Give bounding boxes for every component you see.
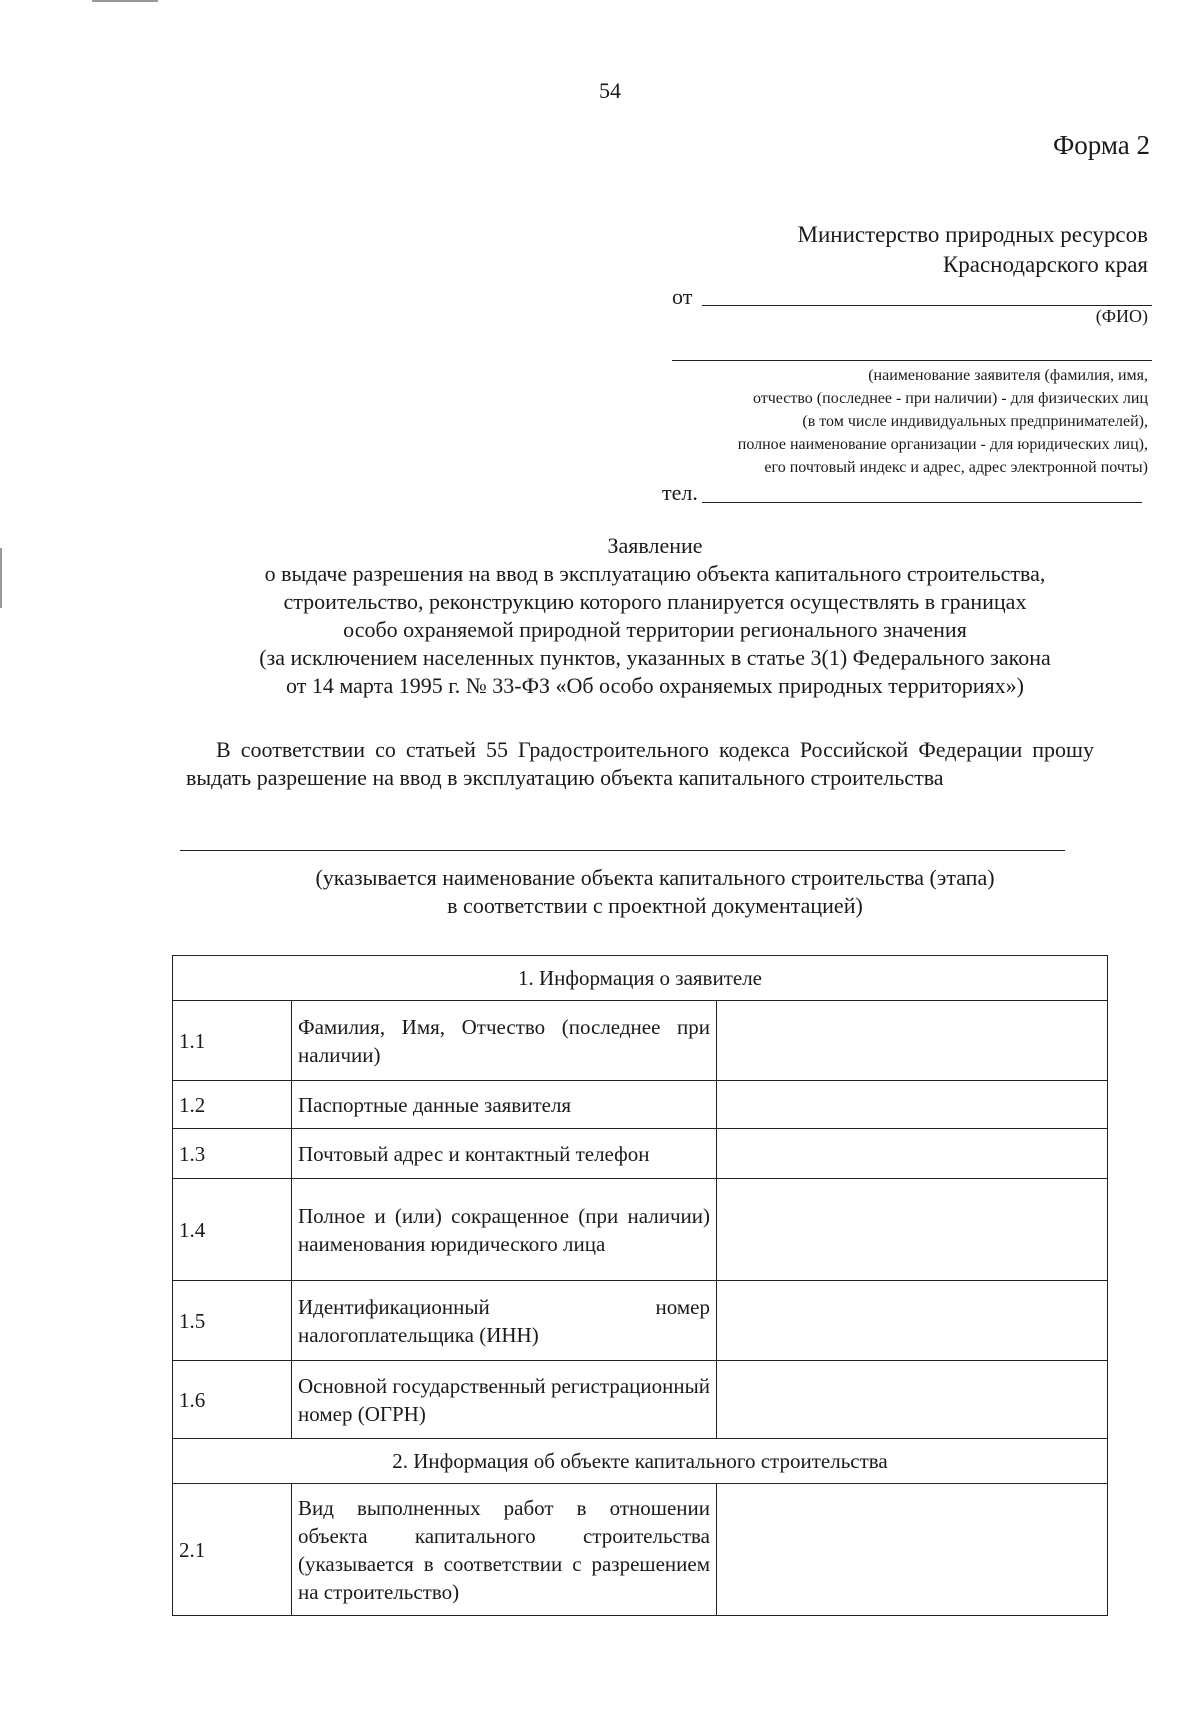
tel-line xyxy=(702,502,1142,503)
info-table xyxy=(172,955,1108,1616)
row-label: Фамилия, Имя, Отчество (последнее при наличии) xyxy=(292,1001,717,1081)
row-number: 1.3 xyxy=(173,1129,292,1179)
row-label: Вид выполненных работ в отношении объекта капитального строительства (указывается в соответствии с разрешением на строительство) xyxy=(292,1484,717,1616)
table-row xyxy=(173,1484,1108,1616)
title-line: строительство, реконструкцию которого планируется осуществлять в границах xyxy=(283,589,1027,614)
row-value-cell[interactable] xyxy=(717,1484,1108,1616)
row-value-cell[interactable] xyxy=(717,1129,1108,1179)
applicant-hint-line: (наименование заявителя (фамилия, имя, xyxy=(868,367,1148,384)
title-line: о выдаче разрешения на ввод в эксплуатацию объекта капитального строительства, xyxy=(264,561,1046,586)
tel-label: тел. xyxy=(662,480,698,505)
section-header: 2. Информация об объекте капитального строительства xyxy=(173,1439,1108,1484)
table-row xyxy=(173,1081,1108,1129)
row-value-cell[interactable] xyxy=(717,1361,1108,1439)
row-number: 1.2 xyxy=(173,1081,292,1129)
row-number: 1.5 xyxy=(173,1281,292,1361)
row-label: Основной государственный регистрационный номер (ОГРН) xyxy=(292,1361,717,1439)
fio-line xyxy=(702,305,1152,306)
row-label: Паспортные данные заявителя xyxy=(292,1081,717,1129)
applicant-hint-line: (в том числе индивидуальных предпринимателей), xyxy=(802,413,1148,430)
row-number: 1.1 xyxy=(173,1001,292,1081)
section-row xyxy=(173,1439,1108,1484)
table-row xyxy=(173,1361,1108,1439)
applicant-hint-line: его почтовый индекс и адрес, адрес электронной почты) xyxy=(764,459,1148,476)
row-number: 1.6 xyxy=(173,1361,292,1439)
row-label: Полное и (или) сокращенное (при наличии) наименования юридического лица xyxy=(292,1179,717,1281)
request-paragraph xyxy=(186,736,1094,792)
request-text: В соответствии со статьей 55 Градостроительного кодекса Российской Федерации прошу выдать разрешение на ввод в эксплуатацию объекта капитального строительства xyxy=(186,737,1094,790)
table-row xyxy=(173,1129,1108,1179)
row-number: 2.1 xyxy=(173,1484,292,1616)
title-line: (за исключением населенных пунктов, указанных в статье 3(1) Федерального закона xyxy=(259,645,1051,670)
title-line: от 14 марта 1995 г. № 33-ФЗ «Об особо охраняемых природных территориях») xyxy=(286,673,1024,698)
section-row xyxy=(173,956,1108,1001)
recipient-line: Министерство природных ресурсов xyxy=(797,222,1148,247)
row-value-cell[interactable] xyxy=(717,1281,1108,1361)
applicant-line xyxy=(672,360,1152,361)
row-value-cell[interactable] xyxy=(717,1179,1108,1281)
applicant-hint-line: полное наименование организации - для юридических лиц), xyxy=(737,436,1148,453)
applicant-hint-line: отчество (последнее - при наличии) - для физических лиц xyxy=(752,390,1148,407)
title-heading: Заявление xyxy=(607,533,703,558)
scan-mark-top xyxy=(92,0,158,2)
object-hint-line: в соответствии с проектной документацией) xyxy=(447,893,863,918)
section-header: 1. Информация о заявителе xyxy=(173,956,1108,1001)
scan-mark-left xyxy=(0,548,2,608)
from-label: от xyxy=(672,284,693,309)
object-hint-line: (указывается наименование объекта капитального строительства (этапа) xyxy=(315,865,995,890)
row-value-cell[interactable] xyxy=(717,1081,1108,1129)
document-title xyxy=(190,532,1120,700)
row-label: Почтовый адрес и контактный телефон xyxy=(292,1129,717,1179)
table-row xyxy=(173,1001,1108,1081)
table-row xyxy=(173,1281,1108,1361)
object-hint xyxy=(190,864,1120,920)
row-value-cell[interactable] xyxy=(717,1001,1108,1081)
recipient-line: Краснодарского края xyxy=(942,252,1148,277)
form-label: Форма 2 xyxy=(1052,130,1150,160)
page-number: 54 xyxy=(599,78,621,103)
title-line: особо охраняемой природной территории регионального значения xyxy=(343,617,967,642)
table-row xyxy=(173,1179,1108,1281)
object-name-line xyxy=(180,850,1065,851)
recipient-block xyxy=(798,220,1148,280)
fio-hint: (ФИО) xyxy=(1095,306,1148,326)
row-label: Идентификационный номер налогоплательщика (ИНН) xyxy=(292,1281,717,1361)
row-number: 1.4 xyxy=(173,1179,292,1281)
applicant-hint xyxy=(738,364,1148,479)
